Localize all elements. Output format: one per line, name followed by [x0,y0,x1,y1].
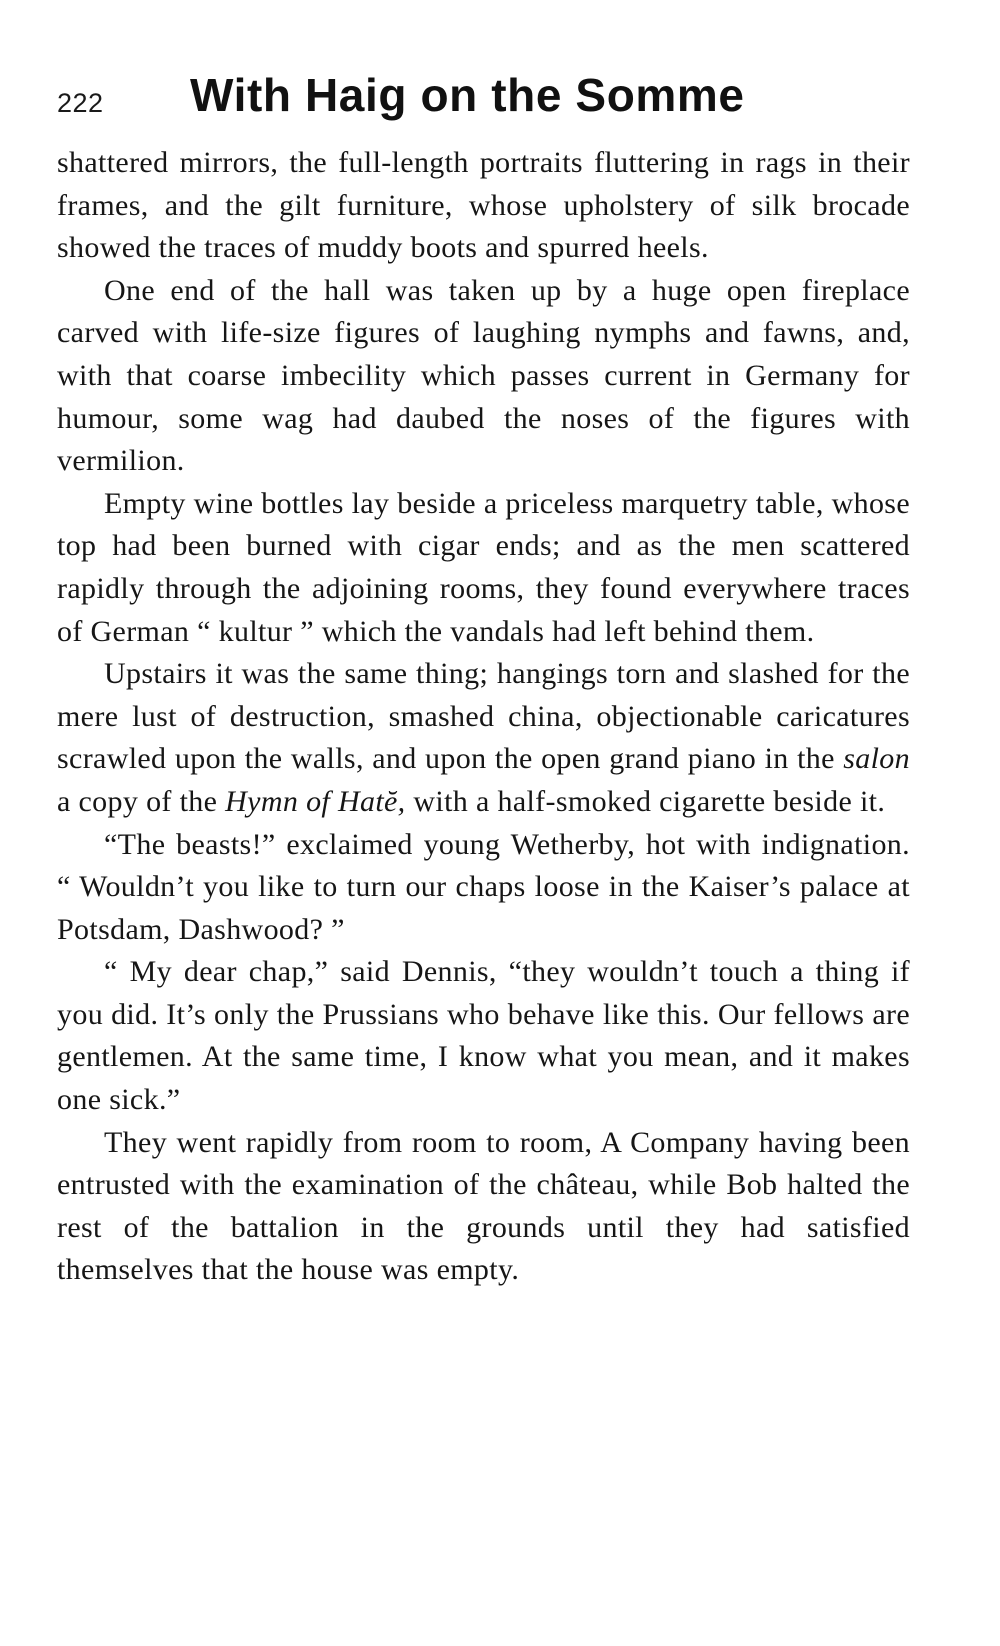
body-text [57,142,910,1292]
text-segment: “ My dear chap,” said Dennis, “they wouldn’t touch a thing if you did. It’s only the Prussians who behave like this. Our fellows are gentlemen. At the same time, I know what you mean, and it makes one sick.” [57,955,910,1117]
paragraph [57,824,910,952]
paragraph [57,1122,910,1292]
page-header [57,68,917,128]
paragraph [57,653,910,823]
paragraph [57,270,910,483]
text-segment: a copy of the [57,784,226,818]
paragraph [57,142,910,270]
text-segment: shattered mirrors, the full-length portraits fluttering in rags in their frames, and the gilt furniture, whose upholstery of silk brocade showed the traces of muddy boots and spurred heels. [57,146,910,265]
text-segment: with a half-smoked cigarette beside it. [405,784,886,818]
paragraph [57,483,910,653]
text-segment: They went rapidly from room to room, A Company having been entrusted with the examination of the château, while Bob halted the rest of the battalion in the grounds until they had satisfied themselves that the house was empty. [57,1125,910,1287]
text-segment: Upstairs it was the same thing; hangings torn and slashed for the mere lust of destruction, smashed china, objectionable caricatures scrawled upon the walls, and upon the open grand piano in the [57,657,910,776]
text-segment: One end of the hall was taken up by a huge open fireplace carved with life-size figures of laughing nymphs and fawns, and, with that coarse imbecility which passes current in Germany for humour, some wag had daubed the noses of the figures with vermilion. [57,273,910,478]
italic-title: Hymn of Hatĕ, [225,784,406,818]
text-segment: “The beasts!” exclaimed young Wetherby, hot with indignation. “ Wouldn’t you like to turn our chaps loose in the Kaiser’s palace at Potsdam, Dashwood? ” [57,827,910,946]
italic-text: salon [843,742,910,776]
running-title: With Haig on the Somme [190,69,745,121]
page-number: 222 [57,88,104,118]
paragraph [57,951,910,1121]
text-segment: Empty wine bottles lay beside a priceless marquetry table, whose top had been burned with cigar ends; and as the men scattered rapidly through the adjoining rooms, they found everywhere traces of German “ kultur ” which the vandals had left behind them. [57,486,910,648]
